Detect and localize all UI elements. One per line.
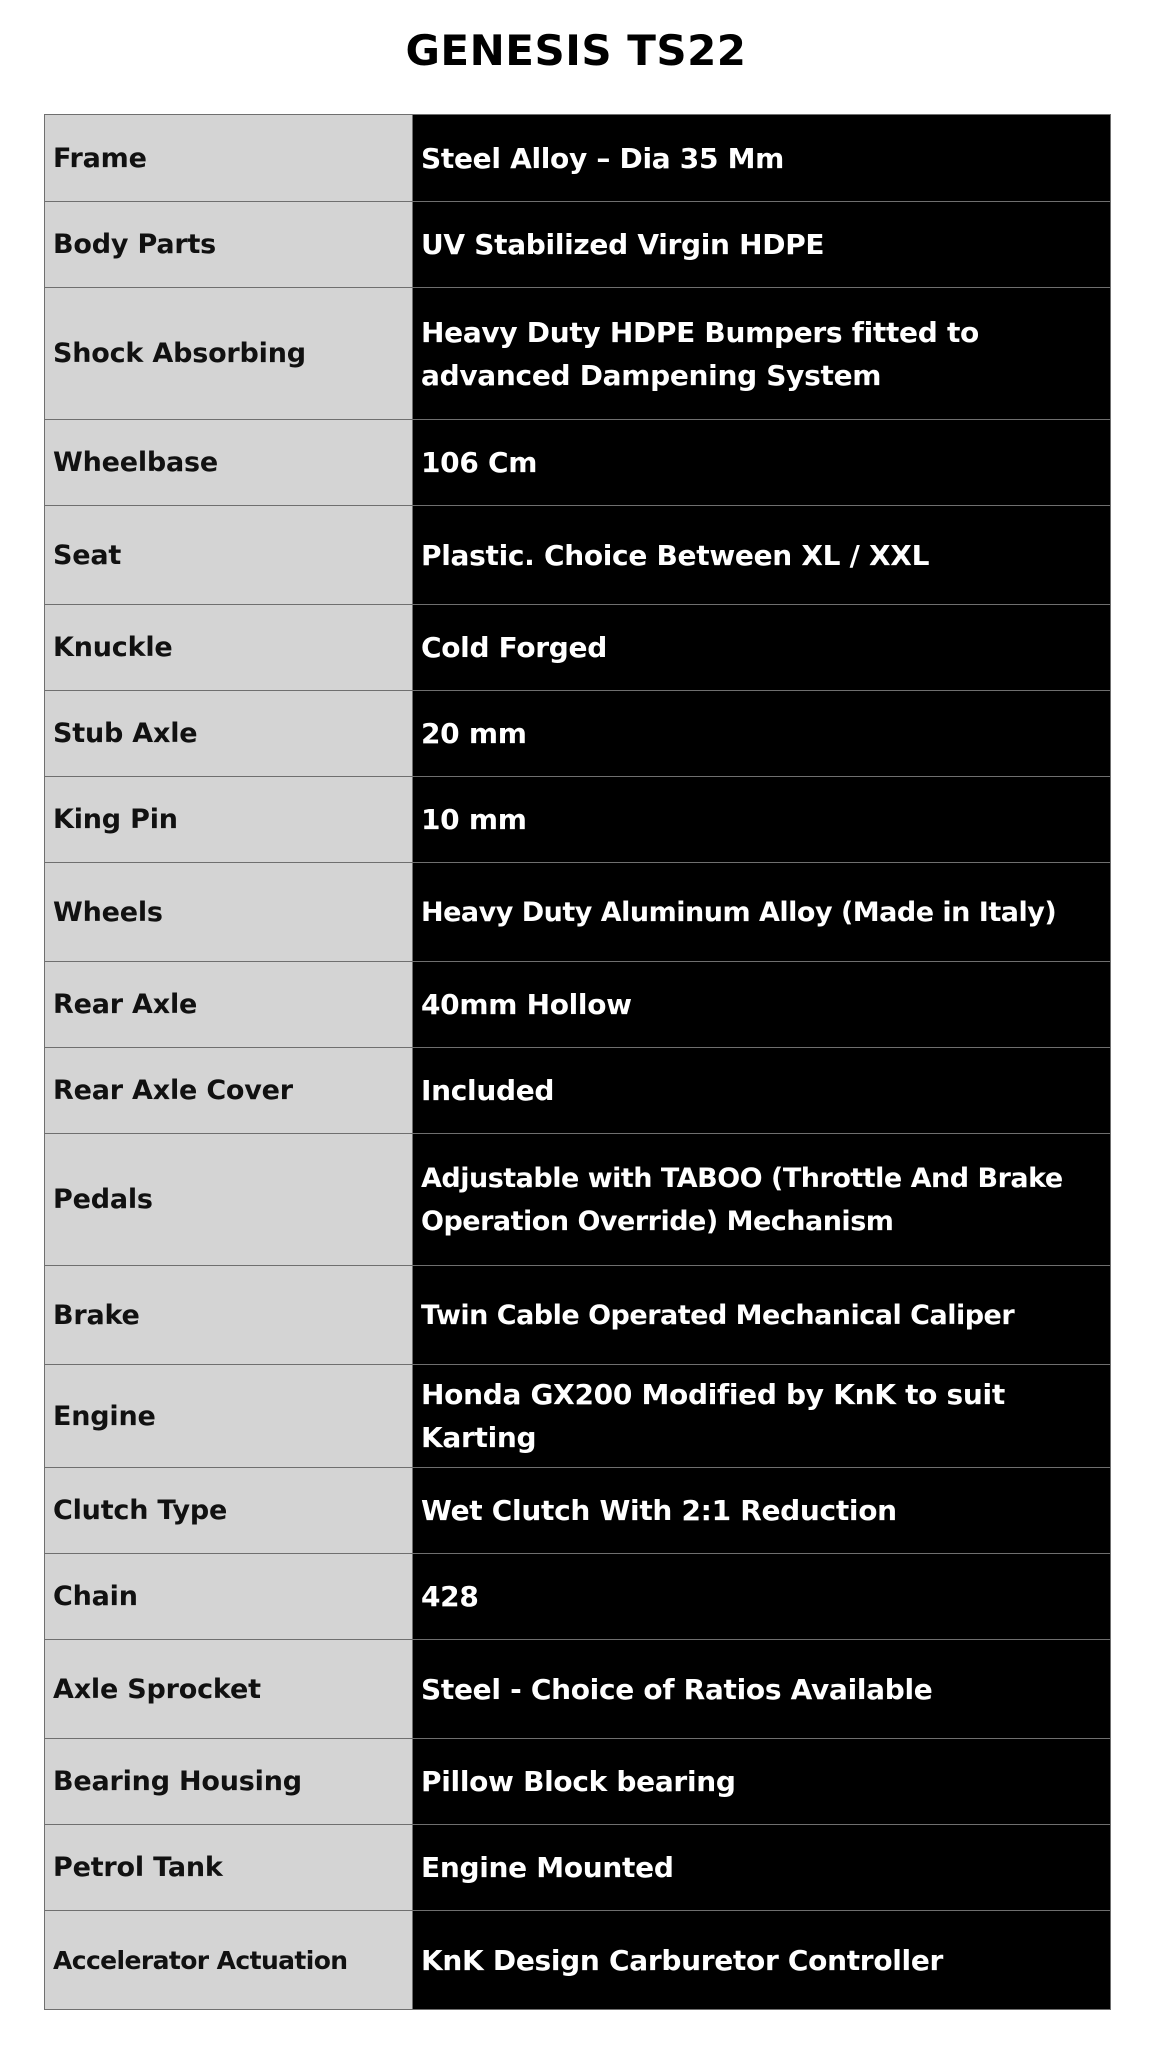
table-row [45,962,1111,1048]
table-row [45,1739,1111,1825]
spec-label: Brake [45,1266,413,1365]
table-row [45,202,1111,288]
table-row [45,115,1111,202]
table-row [45,1911,1111,2010]
spec-label: Petrol Tank [45,1825,413,1911]
table-row [45,1266,1111,1365]
table-row [45,420,1111,506]
spec-label: Seat [45,506,413,605]
spec-label: Accelerator Actuation [45,1911,413,2010]
spec-value: 20 mm [413,691,1111,777]
table-row [45,1825,1111,1911]
table-row [45,1048,1111,1134]
spec-label: Stub Axle [45,691,413,777]
page-title: GENESIS TS22 [405,26,747,75]
table-row [45,1134,1111,1266]
spec-table [44,114,1111,2010]
table-row [45,1365,1111,1468]
spec-value: Adjustable with TABOO (Throttle And Brake Operation Override) Mechanism [413,1134,1111,1266]
spec-label: Body Parts [45,202,413,288]
spec-value: Cold Forged [413,605,1111,691]
table-row [45,863,1111,962]
spec-label: King Pin [45,777,413,863]
spec-value: Steel Alloy – Dia 35 Mm [413,115,1111,202]
spec-value: Twin Cable Operated Mechanical Caliper [413,1266,1111,1365]
table-row [45,1640,1111,1739]
table-row [45,1554,1111,1640]
spec-value: Steel - Choice of Ratios Available [413,1640,1111,1739]
spec-label: Knuckle [45,605,413,691]
spec-value: UV Stabilized Virgin HDPE [413,202,1111,288]
spec-label: Clutch Type [45,1468,413,1554]
spec-value: Wet Clutch With 2:1 Reduction [413,1468,1111,1554]
spec-label: Rear Axle [45,962,413,1048]
spec-value: 428 [413,1554,1111,1640]
spec-value: 106 Cm [413,420,1111,506]
spec-value: Included [413,1048,1111,1134]
spec-label: Rear Axle Cover [45,1048,413,1134]
table-row [45,506,1111,605]
spec-value: 10 mm [413,777,1111,863]
spec-value: Heavy Duty Aluminum Alloy (Made in Italy) [413,863,1111,962]
spec-value: 40mm Hollow [413,962,1111,1048]
table-row [45,691,1111,777]
spec-label: Frame [45,115,413,202]
spec-label: Pedals [45,1134,413,1266]
spec-label: Shock Absorbing [45,288,413,420]
spec-value: Heavy Duty HDPE Bumpers fitted to advanced Dampening System [413,288,1111,420]
spec-value: KnK Design Carburetor Controller [413,1911,1111,2010]
spec-label: Engine [45,1365,413,1468]
spec-value: Pillow Block bearing [413,1739,1111,1825]
spec-label: Chain [45,1554,413,1640]
table-row [45,288,1111,420]
spec-value: Engine Mounted [413,1825,1111,1911]
table-row [45,777,1111,863]
spec-value: Plastic. Choice Between XL / XXL [413,506,1111,605]
spec-label: Wheelbase [45,420,413,506]
spec-label: Bearing Housing [45,1739,413,1825]
spec-label: Axle Sprocket [45,1640,413,1739]
spec-value: Honda GX200 Modified by KnK to suit Karting [413,1365,1111,1468]
table-row [45,605,1111,691]
table-row [45,1468,1111,1554]
spec-label: Wheels [45,863,413,962]
